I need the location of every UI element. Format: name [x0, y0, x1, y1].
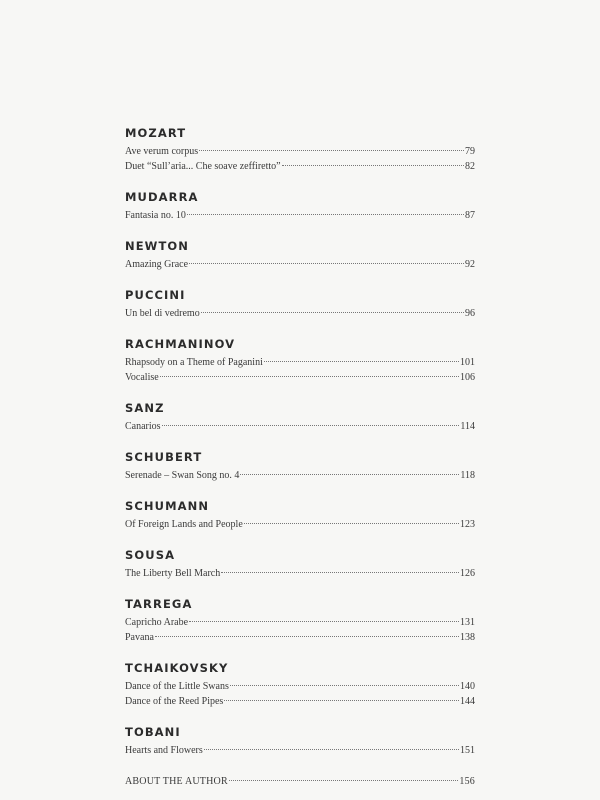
dot-leader — [199, 150, 464, 151]
toc-entry-title: Amazing Grace — [125, 259, 189, 270]
dot-leader — [244, 523, 459, 524]
toc-entry[interactable] — [125, 615, 475, 630]
table-of-contents — [125, 126, 475, 789]
toc-entry[interactable] — [125, 743, 475, 758]
dot-leader — [229, 780, 459, 781]
toc-entry-page-number: 101 — [460, 357, 475, 368]
composer-heading: SOUSA — [125, 548, 176, 562]
composer-heading: SCHUBERT — [125, 450, 203, 464]
toc-entry[interactable] — [125, 630, 475, 645]
toc-entry-title: Canarios — [125, 421, 161, 432]
toc-entry-page-number: 82 — [465, 161, 475, 172]
dot-leader — [230, 685, 459, 686]
toc-entry-title: The Liberty Bell March — [125, 568, 221, 579]
toc-sections — [125, 126, 475, 758]
toc-entry-page-number: 131 — [460, 617, 475, 628]
toc-section — [125, 597, 475, 645]
dot-leader — [189, 263, 464, 264]
toc-entry-page-number: 87 — [465, 210, 475, 221]
toc-section — [125, 499, 475, 532]
toc-entry-title: Dance of the Reed Pipes — [125, 696, 224, 707]
toc-entry[interactable] — [125, 208, 475, 223]
toc-section — [125, 337, 475, 385]
toc-entry-page-number: 126 — [460, 568, 475, 579]
toc-entry-about-the-author[interactable] — [125, 774, 475, 789]
composer-heading: MOZART — [125, 126, 187, 140]
toc-entry-title: Hearts and Flowers — [125, 745, 203, 756]
dot-leader — [189, 621, 459, 622]
dot-leader — [224, 700, 459, 701]
toc-section — [125, 725, 475, 758]
dot-leader — [155, 636, 459, 637]
dot-leader — [240, 474, 459, 475]
dot-leader — [204, 749, 459, 750]
composer-heading: TARREGA — [125, 597, 193, 611]
toc-entry-page-number: 140 — [460, 681, 475, 692]
toc-entry-page-number: 138 — [460, 632, 475, 643]
toc-entry-page-number: 106 — [460, 372, 475, 383]
composer-heading: MUDARRA — [125, 190, 199, 204]
toc-entry[interactable] — [125, 257, 475, 272]
toc-section — [125, 288, 475, 321]
toc-entry-page-number: 144 — [460, 696, 475, 707]
toc-entry-page-number: 118 — [460, 470, 475, 481]
composer-heading: SANZ — [125, 401, 165, 415]
toc-entry-title: Duet “Sull’aria... Che soave zeffiretto” — [125, 161, 281, 172]
toc-entry-title: Serenade – Swan Song no. 4 — [125, 470, 240, 481]
composer-heading: RACHMANINOV — [125, 337, 236, 351]
toc-entry[interactable] — [125, 159, 475, 174]
toc-entry-title: ABOUT THE AUTHOR — [125, 776, 228, 787]
dot-leader — [162, 425, 460, 426]
toc-entry[interactable] — [125, 679, 475, 694]
dot-leader — [221, 572, 459, 573]
dot-leader — [264, 361, 459, 362]
toc-entry-title: Pavana — [125, 632, 154, 643]
toc-entry-title: Of Foreign Lands and People — [125, 519, 243, 530]
toc-entry-title: Fantasia no. 10 — [125, 210, 186, 221]
composer-heading: TCHAIKOVSKY — [125, 661, 229, 675]
toc-entry[interactable] — [125, 355, 475, 370]
toc-entry-page-number: 92 — [465, 259, 475, 270]
toc-entry-page-number: 156 — [459, 776, 475, 787]
toc-entry-title: Ave verum corpus — [125, 146, 199, 157]
composer-heading: NEWTON — [125, 239, 190, 253]
toc-entry-page-number: 79 — [465, 146, 475, 157]
toc-section — [125, 661, 475, 709]
toc-entry[interactable] — [125, 468, 475, 483]
composer-heading: SCHUMANN — [125, 499, 210, 513]
toc-entry-title: Un bel di vedremo — [125, 308, 200, 319]
dot-leader — [160, 376, 459, 377]
toc-section — [125, 450, 475, 483]
toc-entry-title: Capricho Arabe — [125, 617, 189, 628]
composer-heading: TOBANI — [125, 725, 181, 739]
toc-entry-title: Rhapsody on a Theme of Paganini — [125, 357, 263, 368]
toc-entry-page-number: 123 — [460, 519, 475, 530]
toc-entry-title: Vocalise — [125, 372, 159, 383]
dot-leader — [187, 214, 464, 215]
toc-entry[interactable] — [125, 306, 475, 321]
toc-entry[interactable] — [125, 419, 475, 434]
toc-section — [125, 190, 475, 223]
dot-leader — [201, 312, 464, 313]
toc-entry[interactable] — [125, 370, 475, 385]
toc-entry[interactable] — [125, 566, 475, 581]
composer-heading: PUCCINI — [125, 288, 186, 302]
toc-entry[interactable] — [125, 517, 475, 532]
dot-leader — [282, 165, 464, 166]
toc-entry-page-number: 114 — [460, 421, 475, 432]
toc-section — [125, 401, 475, 434]
toc-entry[interactable] — [125, 144, 475, 159]
toc-entry[interactable] — [125, 694, 475, 709]
toc-entry-page-number: 96 — [465, 308, 475, 319]
toc-section — [125, 548, 475, 581]
toc-entry-page-number: 151 — [460, 745, 475, 756]
toc-section — [125, 239, 475, 272]
toc-section — [125, 126, 475, 174]
toc-entry-title: Dance of the Little Swans — [125, 681, 229, 692]
